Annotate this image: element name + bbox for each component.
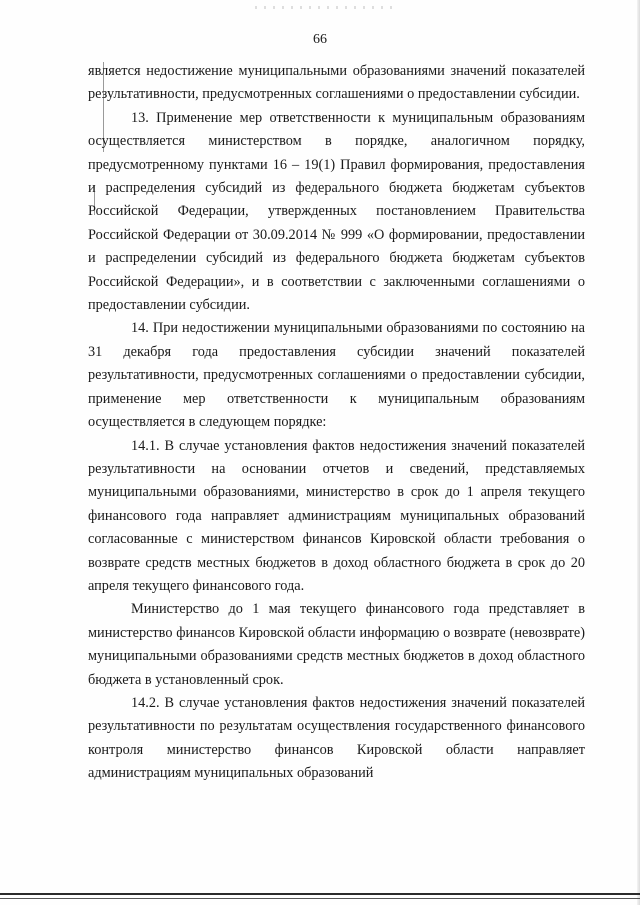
page-number: 66	[313, 32, 327, 47]
paragraph-ministry-report: Министерство до 1 мая текущего финансового года представляет в министерство финансов Кировской области информацию о возврате (невозврате) муниципальными образованиями средств местных бюджетов в доход областного бюджета в установленный срок.	[88, 601, 585, 688]
paragraph-13: 13. Применение мер ответственности к муниципальным образованиям осуществляется министерством в порядке, аналогичном порядку, предусмотренному пунктами 16 – 19(1) Правил формирования, предоставления и распределения субсидий из федерального бюджета бюджетам субъектов Российской Федерации, утвержденных постановлением Правительства Российской Федерации от 30.09.2014 № 999 «О формировании, предоставлении и распределении субсидий из федерального бюджета бюджетам субъектов Российской Федерации», и в соответствии с заключенными соглашениями о предоставлении субсидии.	[88, 109, 585, 314]
scan-edge	[0, 893, 640, 895]
scan-edge	[0, 898, 640, 899]
scan-artifact	[255, 6, 395, 9]
paragraph-14-2: 14.2. В случае установления фактов недостижения значений показателей результативности по результатам осуществления государственного финансового контроля министерство финансов Кировской области направляет администрациям муниципальных образований	[88, 694, 585, 782]
paragraph-14: 14. При недостижении муниципальными образованиями по состоянию на 31 декабря года предоставления субсидии значений показателей результативности, предусмотренных соглашениями о предоставлении субсидии, применение мер ответственности к муниципальным образованиям осуществляется в следующем порядке:	[88, 320, 585, 431]
paragraph-14-1: 14.1. В случае установления фактов недостижения значений показателей результативности на основании отчетов и сведений, представляемых муниципальными образованиями, министерство в срок до 1 апреля текущего финансового года направляет администрациям муниципальных образований согласованные с министерством финансов Кировской области требования о возврате средств местных бюджетов в доход областного бюджета в срок до 20 апреля текущего финансового года.	[88, 437, 585, 594]
paragraph: является недостижение муниципальными образованиями значений показателей результативности, предусмотренных соглашениями о предоставлении субсидии.	[88, 63, 585, 103]
document-body	[88, 60, 585, 786]
